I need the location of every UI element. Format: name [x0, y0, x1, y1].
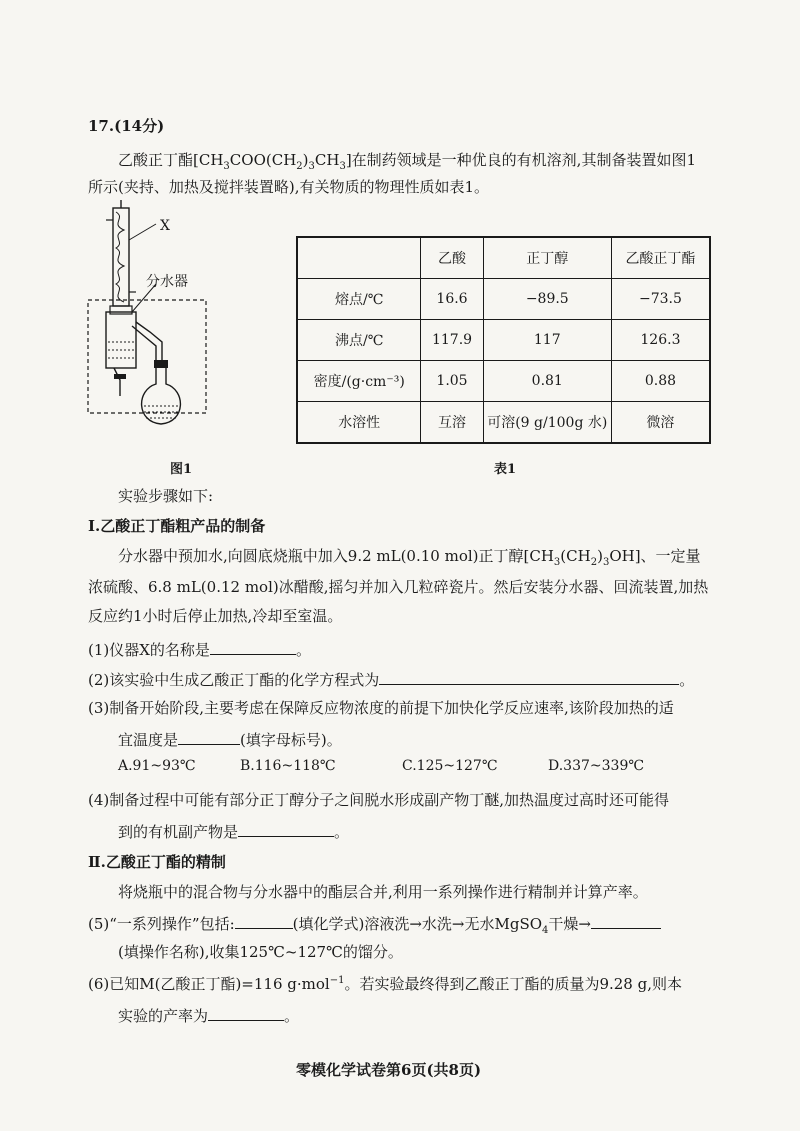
table-row [297, 279, 710, 320]
table-cell: −73.5 [611, 279, 710, 320]
question-5-line-1-pre: (5)“一系列操作”包括: [88, 915, 235, 933]
figure-label-separator: 分水器 [146, 274, 188, 290]
page-footer: 零模化学试卷第6页(共8页) [296, 1061, 482, 1079]
question-4-line-2: 到的有机副产物是 。 [118, 820, 349, 842]
answer-blank-q4[interactable] [238, 820, 334, 837]
question-6-line-1-post: 。若实验最终得到乙酸正丁酯的质量为9.28 g,则本 [344, 975, 682, 993]
table-header-row [297, 237, 710, 279]
question-header: 17.(14分) [88, 117, 165, 135]
part1-para-line-2: 浓硫酸、6.8 mL(0.12 mol)冰醋酸,摇匀并加入几粒碎瓷片。然后安装分水器、回流装置,加热 [88, 578, 709, 596]
answer-blank-q6[interactable] [208, 1004, 284, 1021]
question-3-line-2 [118, 728, 342, 750]
intro-line-1-post: ]在制药领域是一种优良的有机溶剂,其制备装置如图1 [345, 151, 696, 169]
table-cell: 117 [483, 320, 611, 361]
intro-line-1-pre: 乙酸正丁酯[CH [118, 151, 224, 169]
question-5-line-2: (填操作名称),收集125℃~127℃的馏分。 [118, 943, 403, 961]
question-2-text: (2)该实验中生成乙酸正丁酯的化学方程式为 [88, 671, 380, 689]
table-caption: 表1 [494, 462, 517, 477]
question-4-line-1: (4)制备过程中可能有部分正丁醇分子之间脱水形成副产物丁醚,加热温度过高时还可能得 [88, 791, 670, 809]
table-cell: 沸点/℃ [297, 320, 421, 361]
answer-blank-q2[interactable] [379, 668, 679, 685]
steps-intro: 实验步骤如下: [118, 487, 214, 505]
answer-blank-q5-b[interactable] [591, 912, 661, 929]
table-cell: 1.05 [421, 361, 483, 402]
table-cell [297, 237, 421, 279]
option-b[interactable]: B.116~118℃ [240, 758, 336, 774]
question-3-line-1: (3)制备开始阶段,主要考虑在保障反应物浓度的前提下加快化学反应速率,该阶段加热的适 [88, 699, 674, 717]
part1-title: Ⅰ.乙酸正丁酯粗产品的制备 [88, 517, 266, 535]
apparatus-figure [80, 200, 220, 450]
part1-para-line-1: 分水器中预加水,向圆底烧瓶中加入9.2 mL(0.10 mol)正丁醇$[CH_3(CH_2)_3OH]$、一定量 [118, 547, 701, 568]
table-cell: 16.6 [421, 279, 483, 320]
figure-caption: 图1 [170, 462, 193, 477]
table-cell: 乙酸正丁酯 [611, 237, 710, 279]
table-cell: 密度/(g·cm⁻³) [297, 361, 421, 402]
option-d[interactable]: D.337~339℃ [548, 758, 645, 774]
intro-line-2: 所示(夹持、加热及搅拌装置略),有关物质的物理性质如表1。 [88, 178, 490, 196]
question-1: (1)仪器X的名称是 。 [88, 638, 311, 660]
table-row [297, 320, 710, 361]
table-cell: 互溶 [421, 402, 483, 444]
question-4-line-2-text: 到的有机副产物是 [118, 823, 239, 841]
question-3-line-2-post: (填字母标号)。 [240, 731, 342, 749]
table-cell: 0.81 [483, 361, 611, 402]
part1-para-line-1-post: OH]、一定量 [609, 547, 701, 565]
table-cell: 可溶(9 g/100g 水) [483, 402, 611, 444]
table-row [297, 402, 710, 444]
figure-label-x: X [160, 218, 170, 234]
table-cell: 126.3 [611, 320, 710, 361]
table-cell: 微溶 [611, 402, 710, 444]
table-cell: 熔点/℃ [297, 279, 421, 320]
intro-line-1: 乙酸正丁酯$[CH_3COO(CH_2)_3CH_3]$在制药领域是一种优良的有机溶剂,其制备装置如图1 [118, 151, 696, 172]
part1-para-line-3: 反应约1小时后停止加热,冷却至室温。 [88, 607, 343, 625]
question-5-line-1-post: 干燥→ [548, 915, 591, 933]
question-2: (2)该实验中生成乙酸正丁酯的化学方程式为 。 [88, 668, 694, 690]
question-5-line-1-mid: (填化学式)溶液洗→水洗→无水MgSO [292, 915, 543, 933]
part2-title: Ⅱ.乙酸正丁酯的精制 [88, 853, 226, 871]
table-cell: 乙酸 [421, 237, 483, 279]
answer-blank-q5-a[interactable] [235, 912, 293, 929]
table-cell: 水溶性 [297, 402, 421, 444]
question-6-line-1: (6)已知M(乙酸正丁酯)=116 g·mol$^{-1}$。若实验最终得到乙酸正丁酯的质量为9.28 g,则本 [88, 975, 682, 993]
question-6-line-2-text: 实验的产率为 [118, 1007, 209, 1025]
answer-blank-q3[interactable] [178, 728, 240, 745]
table-row [297, 361, 710, 402]
part2-para: 将烧瓶中的混合物与分水器中的酯层合并,利用一系列操作进行精制并计算产率。 [118, 883, 648, 901]
question-3-line-2-pre: 宜温度是 [118, 731, 179, 749]
answer-blank-q1[interactable] [210, 638, 296, 655]
table-cell: 117.9 [421, 320, 483, 361]
table-cell: 正丁醇 [483, 237, 611, 279]
option-c[interactable]: C.125~127℃ [402, 758, 498, 774]
question-5-line-1: (5)“一系列操作”包括: (填化学式)溶液洗→水洗→无水MgSO$_4$干燥→ [88, 912, 661, 934]
properties-table [296, 236, 711, 444]
question-6-line-1-pre: (6)已知M(乙酸正丁酯)=116 g·mol [88, 975, 330, 993]
table-cell: 0.88 [611, 361, 710, 402]
part1-para-line-1-pre: 分水器中预加水,向圆底烧瓶中加入9.2 mL(0.10 mol)正丁醇[CH [118, 547, 554, 565]
option-a[interactable]: A.91~93℃ [118, 758, 196, 774]
table-cell: −89.5 [483, 279, 611, 320]
question-6-line-2: 实验的产率为 。 [118, 1004, 299, 1026]
question-1-text: (1)仪器X的名称是 [88, 641, 210, 659]
